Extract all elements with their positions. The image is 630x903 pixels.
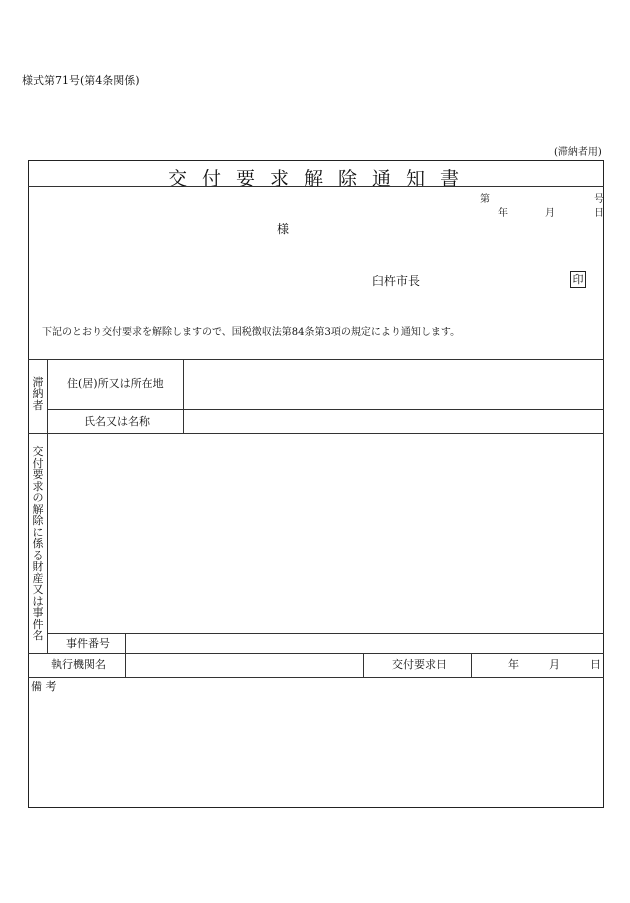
remarks-label: 備 考 [31,680,57,693]
number-prefix: 第 [480,194,490,205]
section-divider [28,359,604,360]
delinquent-header: 滞納者 [32,376,44,412]
copy-label: (滞納者用) [554,147,602,158]
request-date-month: 月 [549,658,560,671]
number-suffix: 号 [594,194,604,205]
name-label: 氏名又は名称 [84,415,150,428]
address-label: 住(居)所又は所在地 [67,377,164,390]
notice-text: 下記のとおり交付要求を解除しますので、国税徴収法第84条第3項の規定により通知します。 [42,327,461,338]
request-date-label: 交付要求日 [392,658,447,671]
issuer-name: 臼杵市長 [372,274,421,288]
notice-form [28,160,604,808]
date-year: 年 [498,208,508,219]
enforcement-agency-label: 執行機関名 [51,658,106,671]
seal-mark: 印 [570,271,586,288]
case-number-label: 事件番号 [66,637,110,650]
date-month: 月 [545,208,555,219]
addressee-suffix: 様 [277,222,290,236]
property-header: 交付要求の解除に係る財産又は事件名 [32,445,44,642]
date-day: 日 [594,208,604,219]
request-date-year: 年 [508,658,519,671]
title-divider [28,186,604,187]
document-title: 交付要求解除通知書 [167,168,474,190]
form-reference: 様式第71号(第4条関係) [22,74,140,87]
request-date-day: 日 [590,658,601,671]
